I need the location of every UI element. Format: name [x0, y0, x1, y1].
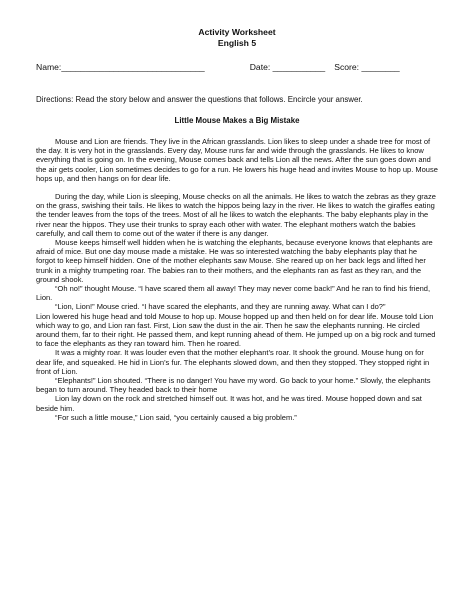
- score-label: Score:: [334, 62, 360, 72]
- date-label: Date:: [249, 62, 271, 72]
- story-paragraph: Lion lowered his huge head and told Mouse to hop up. Mouse hopped up and then held on for dear life. Mouse told Lion which way to go, and Lion ran fast. First, Lion saw the dust in the air. Then he saw the elephants running. He circled around them, far to their right. He passed them, and kept running ahead of them. He jumped up on a big rock and turned to face the elephants as they ran toward him. Then he roared.: [36, 311, 436, 349]
- name-label: Name:: [36, 62, 62, 72]
- story-paragraph: “Elephants!” Lion shouted. “There is no danger! You have my word. Go back to your home.” Slowly, the elephants began to turn around. They headed back to their home: [36, 376, 431, 395]
- story-paragraph: “Oh no!” thought Mouse. “I have scared them all away! They may never come back!” And he ran to find his friend, Lion.: [36, 284, 431, 303]
- directions-text: Directions: Read the story below and answer the questions that follows. Encircle your answer.: [36, 95, 363, 104]
- story-title: Little Mouse Makes a Big Mistake: [174, 116, 300, 125]
- student-info-row: [36, 62, 438, 72]
- story-paragraph: “Lion, Lion!” Mouse cried. “I have scared the elephants, and they are running away. What can I do?”: [55, 302, 386, 312]
- story-paragraph: During the day, while Lion is sleeping, Mouse checks on all the animals. He likes to watch the zebras as they graze on the grass, swishing their tails. He likes to watch the hippos being lazy in the river. He likes to watch the giraffes eating the tender leaves from the tops of the trees. Most of all he likes to watch the elephants. The baby elephants play in the river near the hippos. They use their trunks to spray each other with water. The elephant mothers watch the babies carefully, and call them to come out of the water if there is any danger.: [36, 192, 436, 238]
- name-blank: ______________________________: [61, 62, 205, 72]
- story-paragraph: “For such a little mouse,” Lion said, “you certainly caused a big problem.”: [55, 412, 297, 422]
- story-body: [36, 137, 438, 422]
- story-paragraph: Mouse keeps himself well hidden when he is watching the elephants, because everyone knows that elephants are afraid of mice. But one day mouse made a mistake. He was so interested watching the baby elephants play that he forgot to keep himself hidden. One of the mother elephants saw Mouse. She reared up on her back legs and lifted her trunk in a mighty trumpeting roar. The babies ran to their mothers, and the elephants ran as fast as they ran, and the ground shook.: [36, 238, 433, 284]
- score-blank: ________: [361, 62, 400, 72]
- worksheet-subtitle: English 5: [217, 38, 257, 48]
- worksheet-title: Activity Worksheet: [198, 27, 276, 37]
- story-paragraph: Mouse and Lion are friends. They live in the African grasslands. Lion likes to sleep under a shade tree for most of the day. It is very hot in the grasslands. Every day, Mouse runs far and wide through the grasslands. He likes to know everything that is going on. In the evening, Mouse comes back and tells Lion all the news. After the sun goes down and the air gets cooler, Lion sometimes decides to go for a run. He lowers his huge head and invites Mouse to hop up. Mouse hops up, and then hangs on for dear life.: [36, 137, 438, 183]
- story-paragraph: It was a mighty roar. It was louder even that the mother elephant’s roar. It shook the ground. Mouse hung on for dear life, and squeaked. He hid in Lion’s fur. The elephants slowed down, and then they stopped. They stopped right in front of Lion.: [36, 348, 430, 376]
- story-paragraph: Lion lay down on the rock and stretched himself out. It was hot, and he was tired. Mouse hopped down and sat beside him.: [36, 394, 422, 413]
- date-blank: ___________: [272, 62, 326, 72]
